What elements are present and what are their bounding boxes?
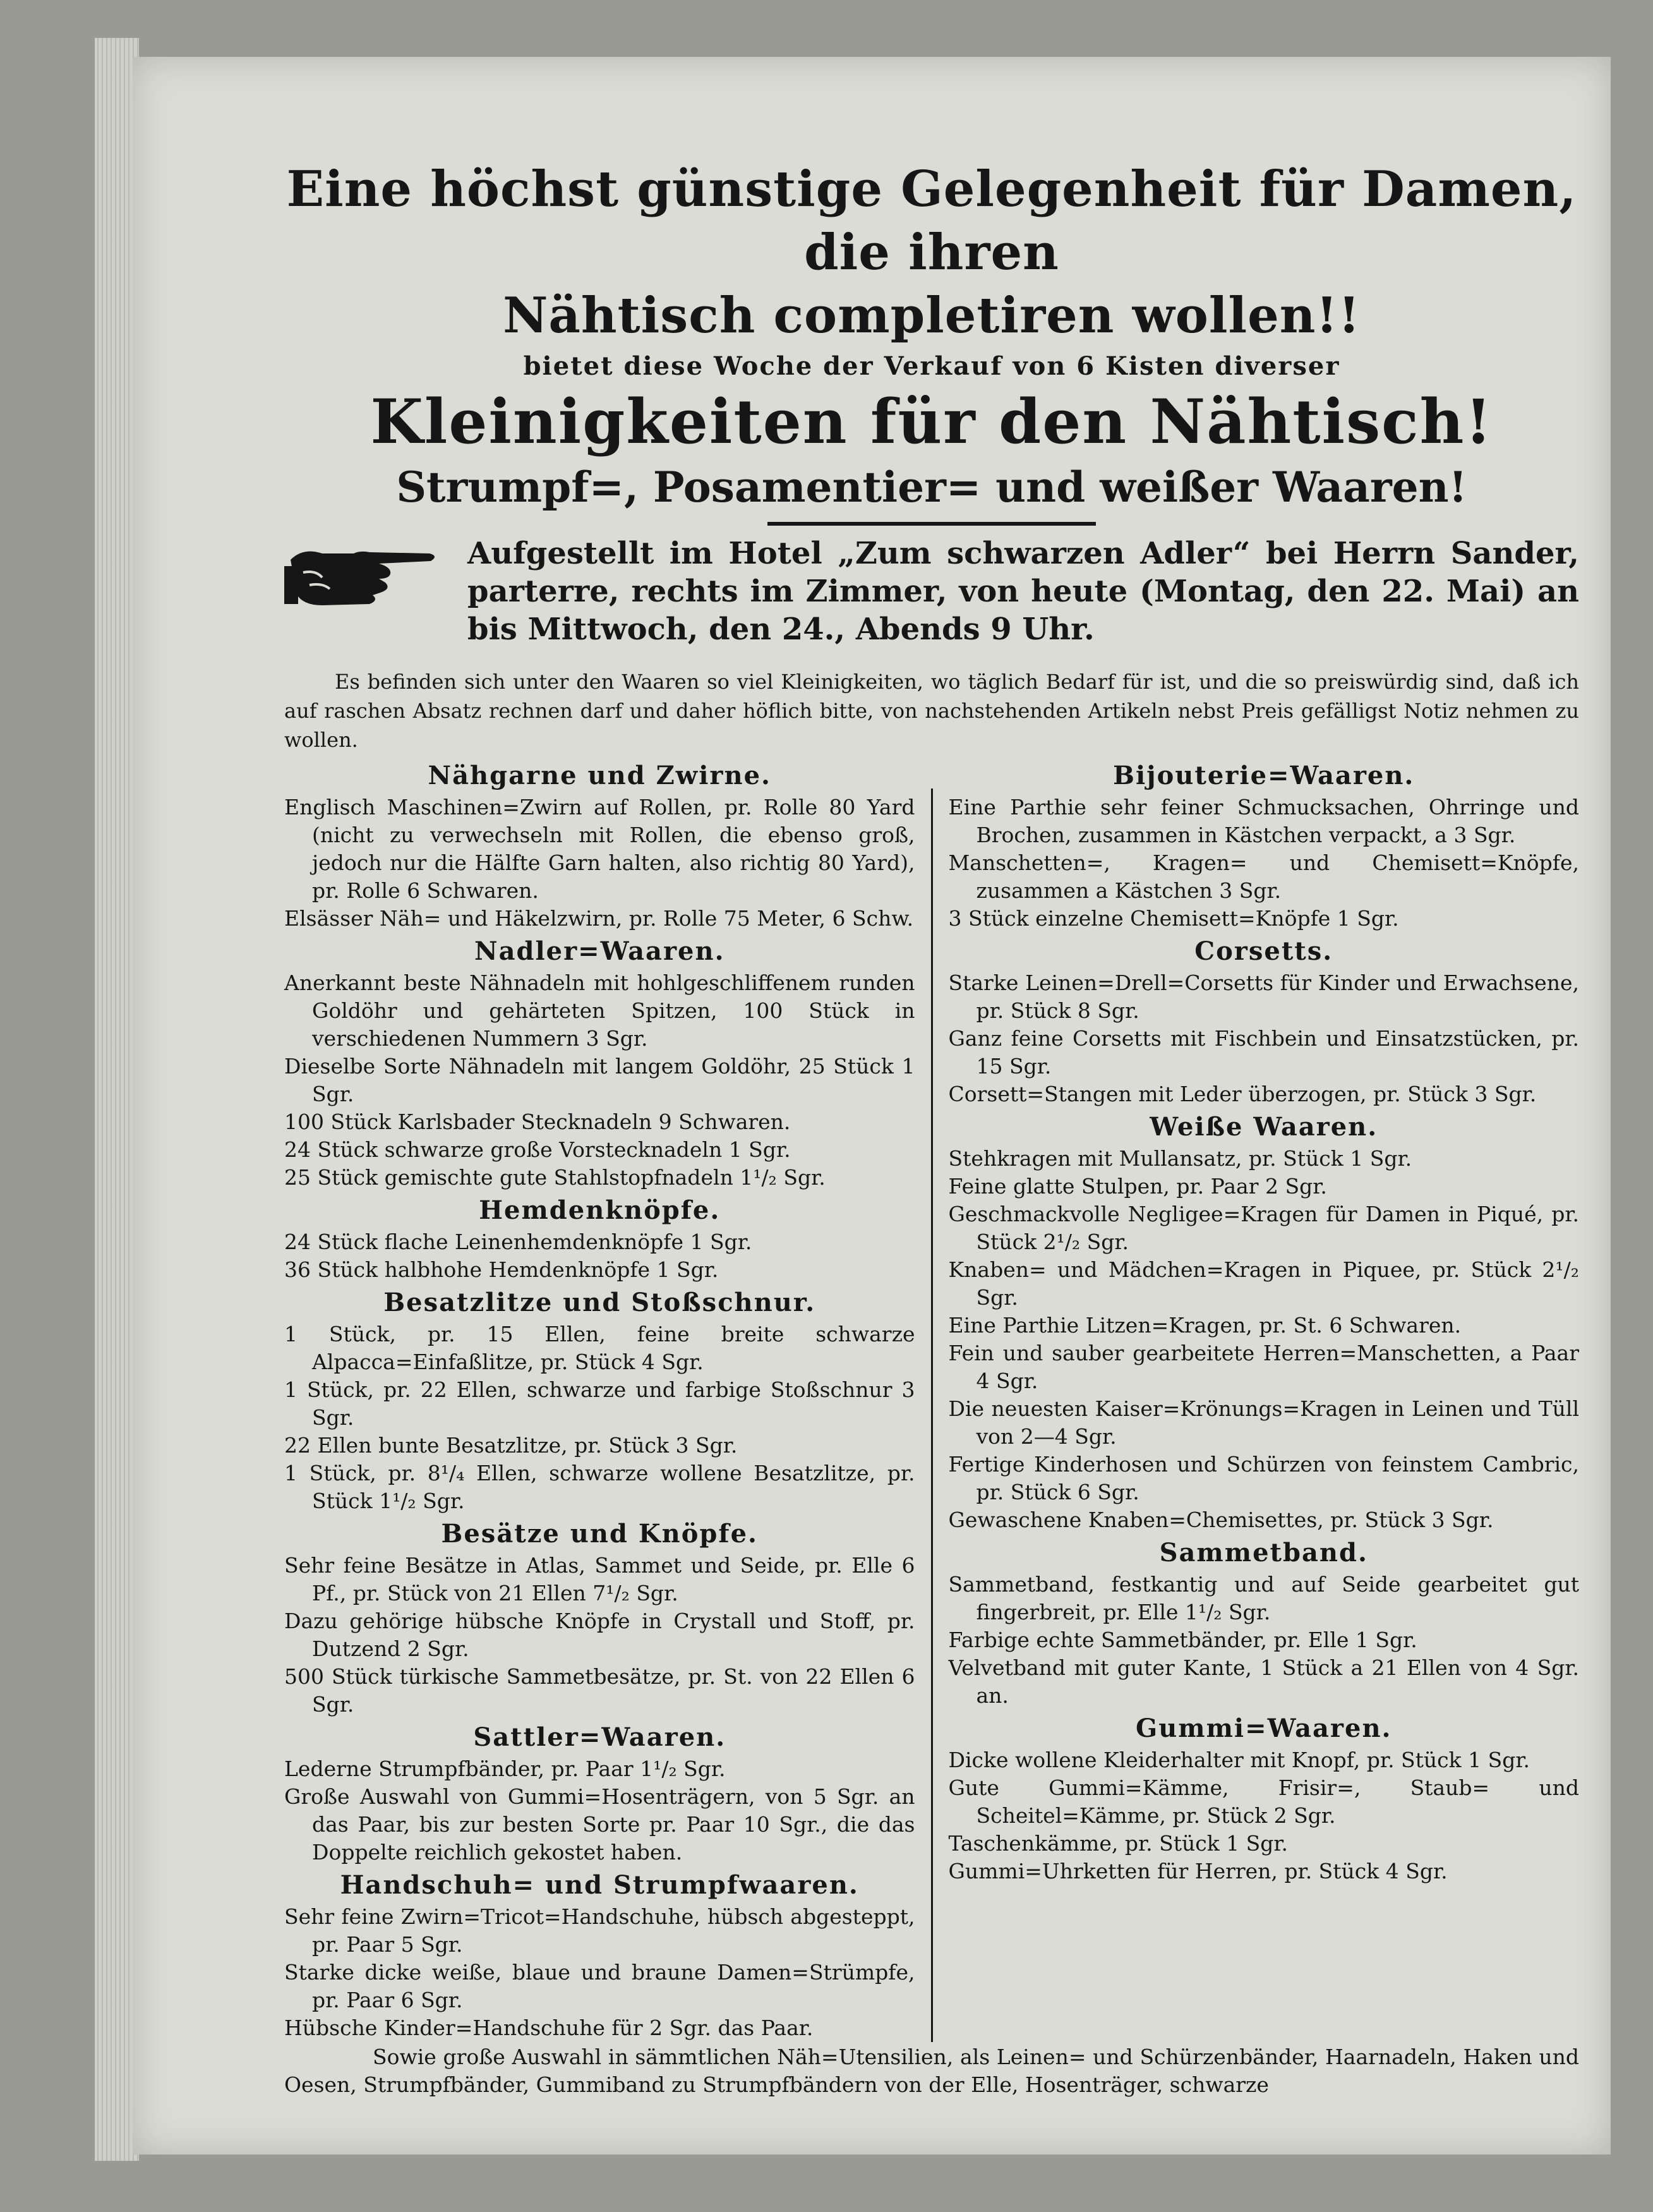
list-item: Feine glatte Stulpen, pr. Paar 2 Sgr. [948,1174,1327,1199]
list-item: Dicke wollene Kleiderhalter mit Knopf, pr. Stück 1 Sgr. [948,1748,1530,1772]
list-item: Gewaschene Knaben=Chemisettes, pr. Stück 3 Sgr. [948,1508,1494,1532]
intro-paragraph: Es befinden sich unter den Waaren so viel Kleinigkeiten, wo täglich Bedarf für ist, und die so preiswürdig sind, daß ich auf raschen Absatz rechnen darf und daher höflich bitte, von nachstehenden Artikeln nebst Preis gefälligst Notiz nehmen zu wollen. [284,670,1579,752]
section-heading: Nadler=Waaren. [474,936,725,966]
list-item: Gute Gummi=Kämme, Frisir=, Staub= und Scheitel=Kämme, pr. Stück 2 Sgr. [948,1775,1579,1828]
headline-line-4: Kleinigkeiten für den Nähtisch! [370,386,1493,457]
list-item: 1 Stück, pr. 15 Ellen, feine breite schwarze Alpacca=Einfaßlitze, pr. Stück 4 Sgr. [284,1322,915,1374]
list-item: 3 Stück einzelne Chemisett=Knöpfe 1 Sgr. [948,906,1399,931]
list-item: 1 Stück, pr. 22 Ellen, schwarze und farbige Stoßschnur 3 Sgr. [284,1377,915,1430]
list-item: 500 Stück türkische Sammetbesätze, pr. St. von 22 Ellen 6 Sgr. [284,1664,915,1717]
list-item: Corsett=Stangen mit Leder überzogen, pr. Stück 3 Sgr. [948,1082,1537,1106]
list-item: Starke dicke weiße, blaue und braune Damen=Strümpfe, pr. Paar 6 Sgr. [284,1960,915,2012]
header-rule [767,522,1096,526]
list-item: Sammetband, festkantig und auf Seide gearbeitet gut fingerbreit, pr. Elle 1¹/₂ Sgr. [948,1572,1579,1624]
list-item: 36 Stück halbhohe Hemdenknöpfe 1 Sgr. [284,1257,719,1282]
list-item: Gummi=Uhrketten für Herren, pr. Stück 4 Sgr. [948,1859,1448,1883]
list-item: 1 Stück, pr. 8¹/₄ Ellen, schwarze wollene Besatzlitze, pr. Stück 1¹/₂ Sgr. [284,1461,915,1513]
section-heading: Sammetband. [1159,1538,1368,1568]
list-item: Dazu gehörige hübsche Knöpfe in Crystall und Stoff, pr. Dutzend 2 Sgr. [284,1609,915,1661]
list-item: Manschetten=, Kragen= und Chemisett=Knöpfe, zusammen a Kästchen 3 Sgr. [948,850,1579,903]
list-item: 24 Stück schwarze große Vorstecknadeln 1 Sgr. [284,1137,791,1162]
section-heading: Nähgarne und Zwirne. [428,761,771,790]
list-item: 25 Stück gemischte gute Stahlstopfnadeln 1¹/₂ Sgr. [284,1165,826,1190]
right-column [933,757,1580,2042]
headline-line-3: bietet diese Woche der Verkauf von 6 Kisten diverser [523,351,1340,381]
list-item: Ganz feine Corsetts mit Fischbein und Einsatzstücken, pr. 15 Sgr. [948,1026,1579,1079]
section-heading: Corsetts. [1194,936,1333,966]
list-item: Englisch Maschinen=Zwirn auf Rollen, pr. Rolle 80 Yard (nicht zu verwechseln mit Rollen, die ebenso groß, jedoch nur die Hälfte Garn halten, also richtig 80 Yard), pr. Rolle 6 Schwaren. [284,795,915,903]
two-column-listing [284,757,1579,2042]
list-item: Eine Parthie Litzen=Kragen, pr. St. 6 Schwaren. [948,1313,1462,1338]
list-item: Elsässer Näh= und Häkelzwirn, pr. Rolle 75 Meter, 6 Schw. [284,906,914,931]
headline-line-5: Strumpf=, Posamentier= und weißer Waaren! [396,462,1467,512]
section-heading: Gummi=Waaren. [1136,1713,1392,1743]
list-item: Große Auswahl von Gummi=Hosenträgern, von 5 Sgr. an das Paar, bis zur besten Sorte pr. Paar 10 Sgr., die das Doppelte reichlich gekostet haben. [284,1784,915,1864]
list-item: Anerkannt beste Nähnadeln mit hohlgeschliffenem runden Goldöhr und gehärteten Spitzen, 100 Stück in verschiedenen Nummern 3 Sgr. [284,970,915,1051]
section-heading: Hemdenknöpfe. [479,1195,721,1225]
list-item: Fertige Kinderhosen und Schürzen von feinstem Cambric, pr. Stück 6 Sgr. [948,1452,1579,1504]
list-item: Lederne Strumpfbänder, pr. Paar 1¹/₂ Sgr. [284,1756,726,1781]
page-content [284,158,1579,2099]
section-heading: Sattler=Waaren. [473,1722,726,1752]
list-item: Sehr feine Zwirn=Tricot=Handschuhe, hübsch abgesteppt, pr. Paar 5 Sgr. [284,1904,915,1957]
section-heading: Besätze und Knöpfe. [441,1519,758,1549]
footer-paragraph: Sowie große Auswahl in sämmtlichen Näh=Utensilien, als Leinen= und Schürzenbänder, Haarnadeln, Haken und Oesen, Strumpfbänder, Gummiband zu Strumpfbändern von der Elle, Hosenträger, schwarze [284,2045,1579,2097]
section-heading: Weiße Waaren. [1150,1112,1378,1142]
list-item: Velvetband mit guter Kante, 1 Stück a 21 Ellen von 4 Sgr. an. [948,1655,1579,1708]
list-item: 24 Stück flache Leinenhemdenknöpfe 1 Sgr. [284,1230,752,1254]
section-heading: Bijouterie=Waaren. [1113,761,1415,790]
list-item: Taschenkämme, pr. Stück 1 Sgr. [948,1831,1289,1856]
notice-text: Aufgestellt im Hotel „Zum schwarzen Adler“ bei Herrn Sander, parterre, rechts im Zimmer, von heute (Montag, den 22. Mai) an bis Mittwoch, den 24., Abends 9 Uhr. [467,536,1579,647]
section-heading: Handschuh= und Strumpfwaaren. [340,1870,859,1900]
headline-line-2: Nähtisch completiren wollen!! [503,287,1361,344]
headline-line-1: Eine höchst günstige Gelegenheit für Damen, die ihren [286,160,1577,281]
list-item: Eine Parthie sehr feiner Schmucksachen, Ohrringe und Brochen, zusammen in Kästchen verpackt, a 3 Sgr. [948,795,1579,847]
left-column [284,757,931,2042]
list-item: Starke Leinen=Drell=Corsetts für Kinder und Erwachsene, pr. Stück 8 Sgr. [948,970,1579,1023]
list-item: Sehr feine Besätze in Atlas, Sammet und Seide, pr. Elle 6 Pf., pr. Stück von 21 Ellen 7¹/₂ Sgr. [284,1553,915,1605]
list-item: Die neuesten Kaiser=Krönungs=Kragen in Leinen und Tüll von 2—4 Sgr. [948,1396,1579,1449]
list-item: Farbige echte Sammetbänder, pr. Elle 1 Sgr. [948,1628,1417,1652]
advertisement-page [133,57,1611,2155]
list-item: 100 Stück Karlsbader Stecknadeln 9 Schwaren. [284,1109,791,1134]
section-heading: Besatzlitze und Stoßschnur. [383,1288,816,1317]
list-item: Knaben= und Mädchen=Kragen in Piquee, pr. Stück 2¹/₂ Sgr. [948,1257,1579,1310]
location-notice [284,535,1579,648]
pointing-hand-icon [284,535,442,610]
list-item: Geschmackvolle Negligee=Kragen für Damen in Piqué, pr. Stück 2¹/₂ Sgr. [948,1202,1579,1254]
list-item: Hübsche Kinder=Handschuhe für 2 Sgr. das Paar. [284,2016,814,2040]
list-item: Fein und sauber gearbeitete Herren=Manschetten, a Paar 4 Sgr. [948,1341,1579,1393]
list-item: Stehkragen mit Mullansatz, pr. Stück 1 Sgr. [948,1146,1412,1171]
list-item: Dieselbe Sorte Nähnadeln mit langem Goldöhr, 25 Stück 1 Sgr. [284,1054,915,1106]
list-item: 22 Ellen bunte Besatzlitze, pr. Stück 3 Sgr. [284,1433,738,1458]
